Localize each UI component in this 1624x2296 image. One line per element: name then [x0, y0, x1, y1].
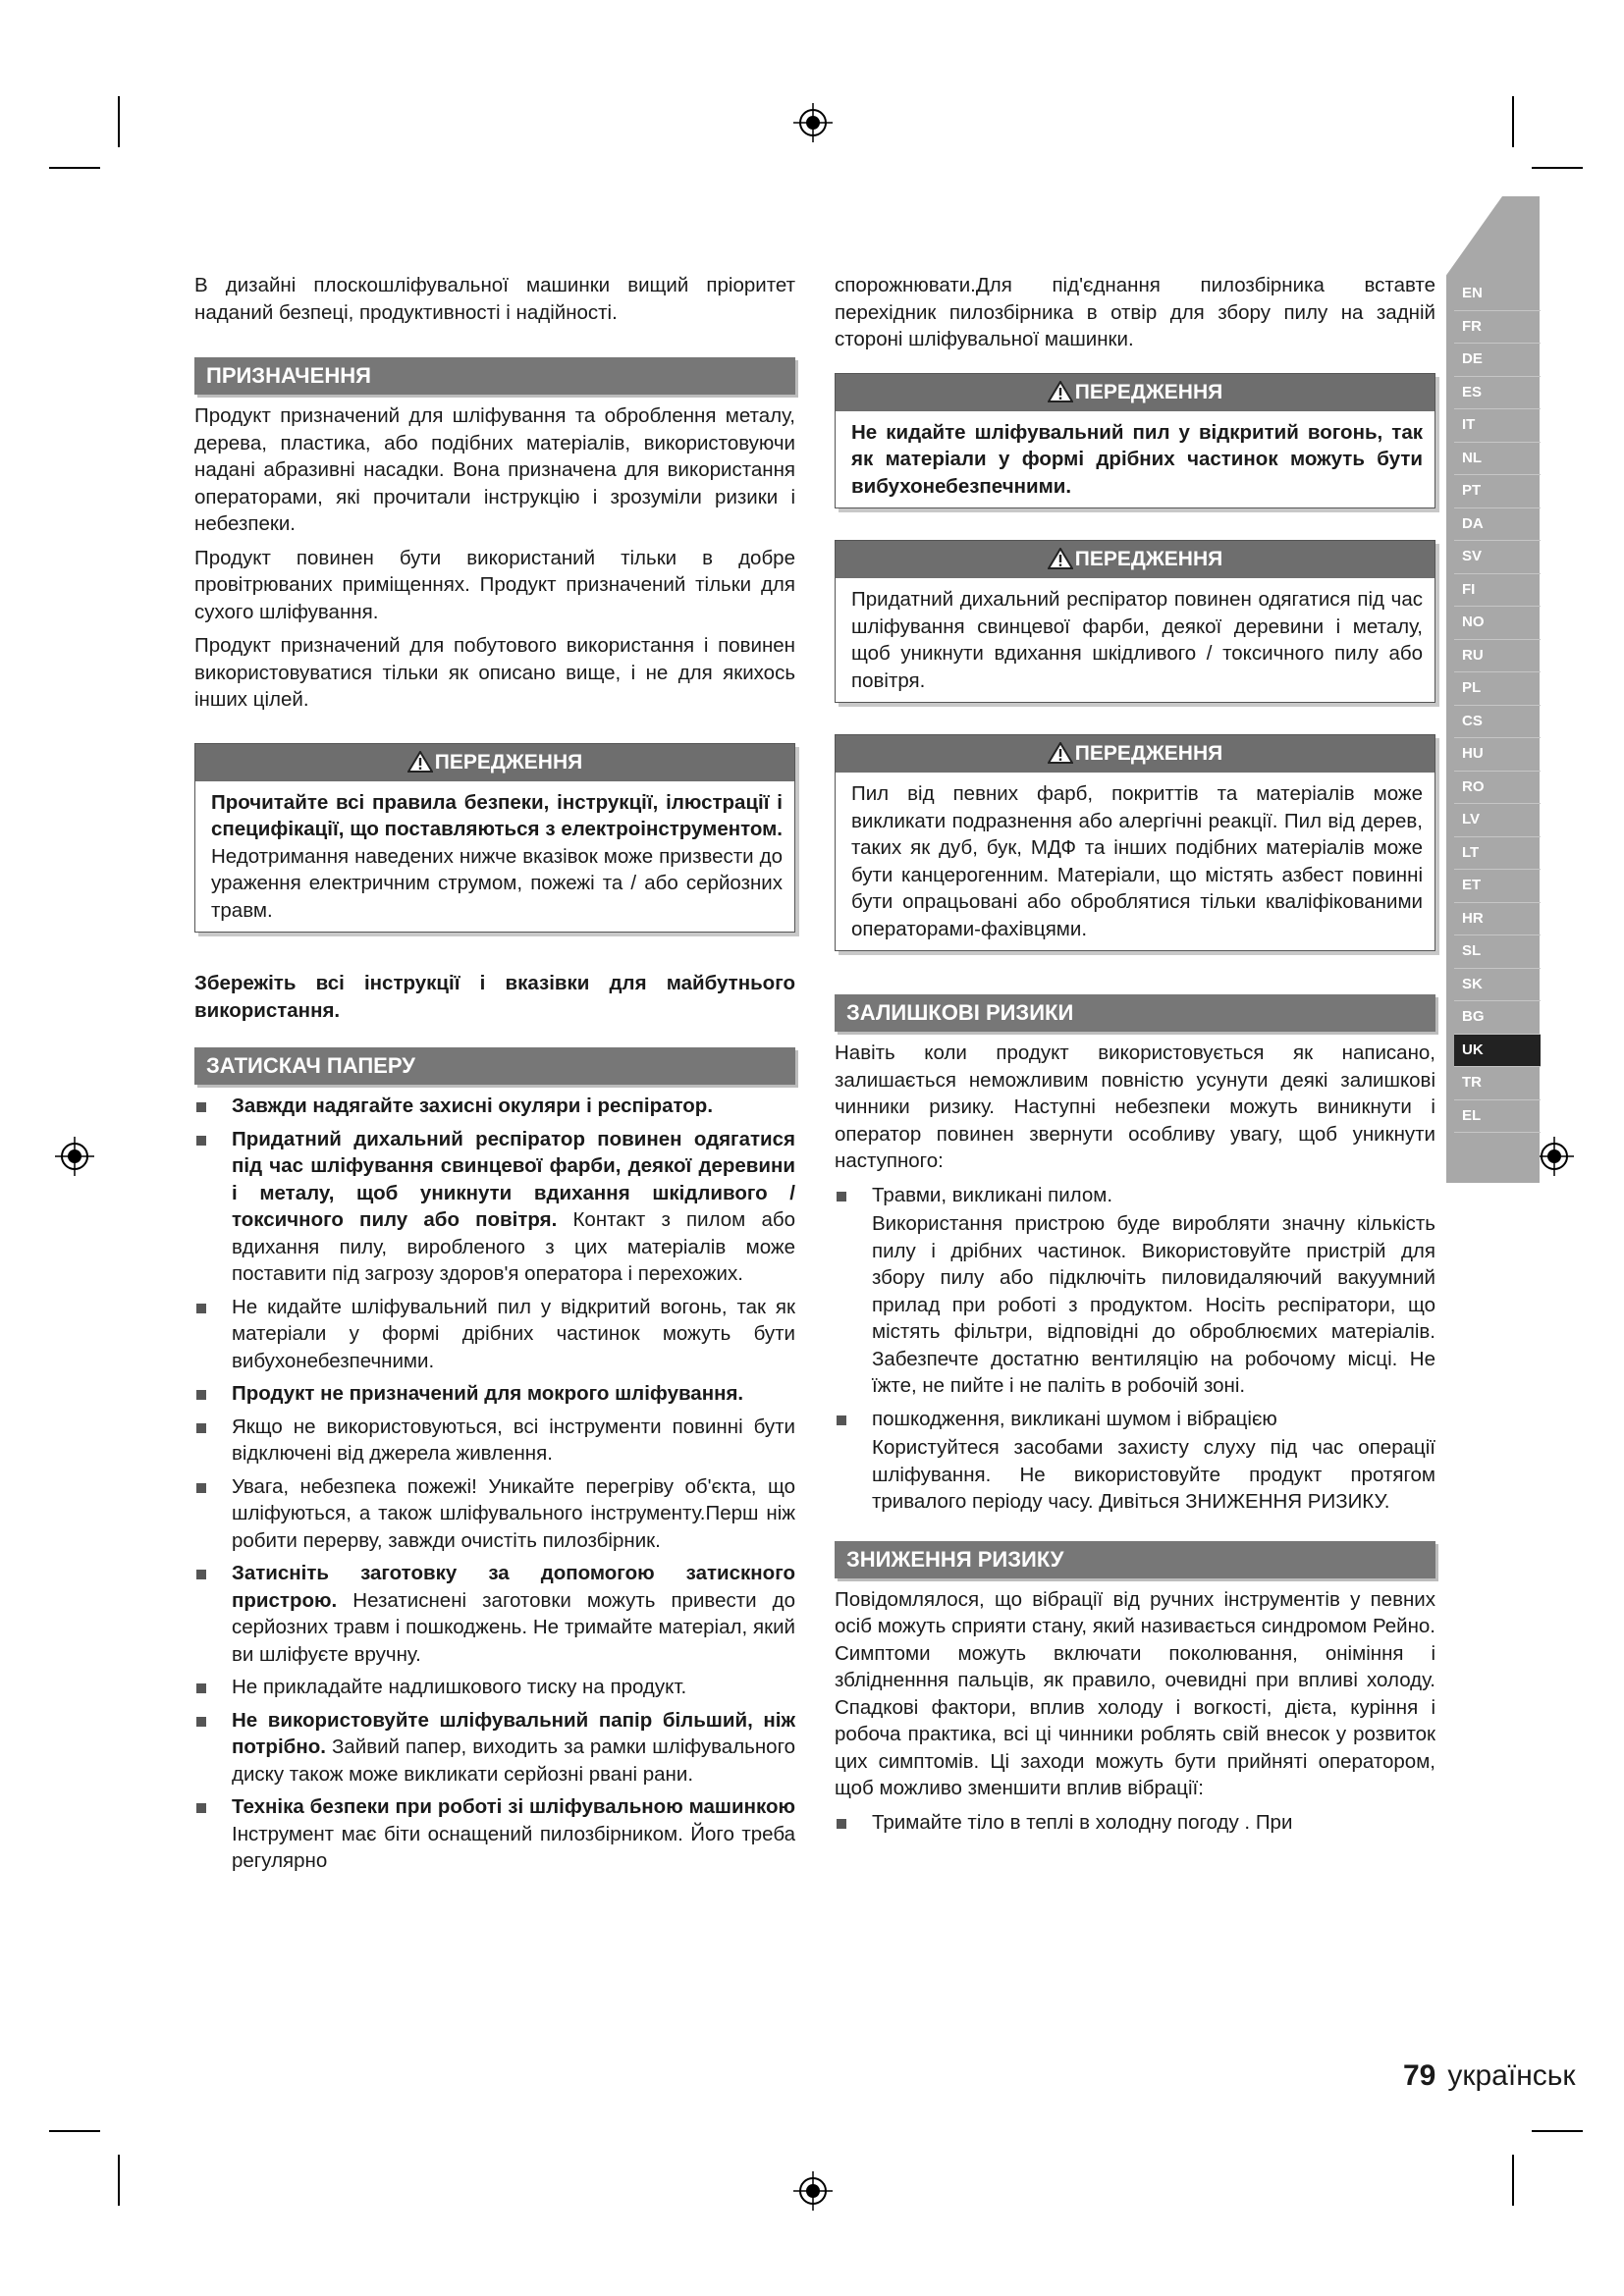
purpose-paragraph: Продукт призначений для побутового використання і повинен використовуватися тільки як описано вище, і не для якихось інших цілей.: [194, 634, 795, 711]
crop-mark: [49, 2130, 100, 2132]
warning-triangle-icon: [1048, 548, 1073, 569]
crop-mark: [1512, 96, 1514, 147]
language-tab-et[interactable]: ET: [1454, 870, 1541, 903]
warning-text: Прочитайте всі правила безпеки, інструкції, ілюстрації і специфікації, що поставляються з електроінструментом. Недотримання наведених нижче вказівок може призвести до ураження електричним струмом, пожежі та / або серйозних травм.: [211, 790, 783, 922]
list-item: Травми, викликані пилом. Використання пристрою буде виробляти значну кількість пилу і дрібних частинок. Використовуйте пристрій для збору пилу або підключіть пиловидаляючий вакуумний прилад при роботі з продуктом. Носіть респіратори, що містять фільтри, відповідні до оброблюємих матеріалів. Забезпечте достатню вентиляцію на робочому місці. Не їжте, не пийте і не паліть в робочій зоні.: [835, 1182, 1435, 1400]
warning-header: [836, 735, 1435, 773]
clamp-list: [194, 1093, 795, 1875]
language-tab-sl[interactable]: SL: [1454, 935, 1541, 969]
language-tab-sv[interactable]: SV: [1454, 541, 1541, 574]
registration-mark-icon: [793, 103, 833, 142]
crop-mark: [1512, 2155, 1514, 2206]
language-tab-it[interactable]: IT: [1454, 409, 1541, 443]
warning-text: Не кидайте шліфувальний пил у відкритий вогонь, так як матеріали у формі дрібних частинок можуть бути вибухонебезпечними.: [851, 420, 1423, 498]
language-tab-uk[interactable]: UK: [1454, 1035, 1541, 1068]
continued-paragraph: спорожнювати.Для під'єднання пилозбірника вставте перехідник пилозбірника в отвір для збору пилу на задній стороні шліфувальної машинки.: [835, 274, 1435, 350]
list-item: Затисніть заготовку за допомогою затискного пристрою. Незатиснені заготовки можуть привести до серйозних травм і пошкоджень. Не тримайте матеріал, який ви шліфуєте вручну.: [194, 1560, 795, 1668]
clamp-heading: ЗАТИСКАЧ ПАПЕРУ: [194, 1047, 795, 1085]
reduction-paragraph: Повідомлялося, що вібрації від ручних інструментів у певних осіб можуть сприяти стану, який називається синдромом Рейно. Симптоми можуть включати поколювання, оніміння і зблідненння пальців, як правило, очевидні при впливі холоду. Спадкові фактори, вплив холоду і вогкості, дієта, куріння і робоча практика, всі ці чинники роблять свій внесок у розвиток цих симптомів. Ці заходи можуть бути прийняті оператором, щоб можливо зменшити вплив вібрації:: [835, 1587, 1435, 1799]
list-item: Якщо не використовуються, всі інструменти повинні бути відключені від джерела живлення.: [194, 1414, 795, 1468]
purpose-heading: ПРИЗНАЧЕННЯ: [194, 357, 795, 395]
crop-mark: [1532, 2130, 1583, 2132]
language-list: [1454, 278, 1541, 1133]
language-tab-hu[interactable]: HU: [1454, 738, 1541, 772]
warning-triangle-icon: [407, 751, 433, 773]
risk-reduction-heading: ЗНИЖЕННЯ РИЗИКУ: [835, 1541, 1435, 1578]
language-tab-fi[interactable]: FI: [1454, 574, 1541, 608]
language-tab-lv[interactable]: LV: [1454, 804, 1541, 837]
language-tab-hr[interactable]: HR: [1454, 903, 1541, 936]
crop-mark: [1532, 167, 1583, 169]
list-item: Техніка безпеки при роботі зі шліфувальною машинкою Інструмент має біти оснащений пилозбірником. Його треба регулярно: [194, 1793, 795, 1875]
warning-header: [195, 744, 794, 781]
warning-header: [836, 541, 1435, 578]
language-tab-de[interactable]: DE: [1454, 344, 1541, 377]
list-item: Продукт не призначений для мокрого шліфування.: [194, 1380, 795, 1408]
left-column: [194, 272, 795, 1881]
language-tab-en[interactable]: EN: [1454, 278, 1541, 311]
crop-mark: [118, 2155, 120, 2206]
warning-title: ПЕРЕДЖЕННЯ: [1074, 742, 1223, 765]
list-item: Завжди надягайте захисні окуляри і респіратор.: [194, 1093, 795, 1120]
warning-title: ПЕРЕДЖЕННЯ: [434, 750, 583, 774]
list-item: пошкодження, викликані шумом і вібрацією Користуйтеся засобами захисту слуху під час операції шліфування. Не використовуйте продукт протягом тривалого періоду часу. Дивіться ЗНИЖЕННЯ РИЗИКУ.: [835, 1406, 1435, 1516]
page-footer: [1403, 2059, 1576, 2093]
residual-paragraph: Навіть коли продукт використовується як написано, залишається неможливим повністю усунути деякі залишкові чинники ризику. Наступні небезпеки можуть виникнути і оператор повинен звернути особливу увагу, щоб уникнути наступного:: [835, 1041, 1435, 1172]
list-item: Увага, небезпека пожежі! Уникайте перегріву об'єкта, що шліфуються, а також шліфувального інструменту.Перш ніж робити перерву, завжди очистіть пилозбірник.: [194, 1473, 795, 1555]
warning-text: Придатний дихальний респіратор повинен одягатися під час шліфування свинцевої фарби, деякої деревини і металу, щоб уникнути вдихання шкідливого / токсичного пилу або повітря.: [851, 588, 1423, 692]
language-tab-no[interactable]: NO: [1454, 607, 1541, 640]
language-tab-bg[interactable]: BG: [1454, 1001, 1541, 1035]
warning-header: [836, 374, 1435, 411]
warning-triangle-icon: [1048, 381, 1073, 402]
right-column: [835, 272, 1435, 1842]
list-item: Не використовуйте шліфувальний папір більший, ніж потрібно. Зайвий папер, виходить за рамки шліфувального диску також може викликати серйозні рвані рани.: [194, 1707, 795, 1789]
registration-mark-icon: [1535, 1137, 1574, 1176]
language-tab-da[interactable]: DA: [1454, 508, 1541, 542]
language-tab-lt[interactable]: LT: [1454, 837, 1541, 871]
registration-mark-icon: [793, 2171, 833, 2211]
purpose-paragraph: Продукт повинен бути використаний тільки в добре провітрюваних приміщеннях. Продукт призначений тільки для сухого шліфування.: [194, 546, 795, 623]
language-tab-pt[interactable]: PT: [1454, 475, 1541, 508]
warning-box: [835, 540, 1435, 703]
language-tab-fr[interactable]: FR: [1454, 311, 1541, 345]
warning-title: ПЕРЕДЖЕННЯ: [1074, 548, 1223, 570]
warning-box: [835, 373, 1435, 509]
warning-box: [835, 734, 1435, 951]
language-tab-ru[interactable]: RU: [1454, 640, 1541, 673]
language-tab-es[interactable]: ES: [1454, 377, 1541, 410]
intro-paragraph: В дизайні плоскошліфувальної машинки вищий пріоритет наданий безпеці, продуктивності і надійності.: [194, 274, 795, 324]
crop-mark: [118, 96, 120, 147]
residual-risks-heading: ЗАЛИШКОВІ РИЗИКИ: [835, 994, 1435, 1032]
footer-language: українськ: [1447, 2059, 1576, 2092]
language-tab-sk[interactable]: SK: [1454, 969, 1541, 1002]
page-number: 79: [1403, 2059, 1436, 2092]
reduction-list: [835, 1809, 1435, 1837]
residual-list: [835, 1182, 1435, 1516]
warning-box: [194, 743, 795, 934]
warning-title: ПЕРЕДЖЕННЯ: [1074, 380, 1223, 403]
language-tab-tr[interactable]: TR: [1454, 1067, 1541, 1100]
warning-triangle-icon: [1048, 742, 1073, 764]
language-tab-ro[interactable]: RO: [1454, 772, 1541, 805]
warning-text: Пил від певних фарб, покриттів та матеріалів може викликати подразнення або алергічні реакції. Пил від дерев, таких як дуб, бук, МДФ та інших подібних матеріалів може бути канцерогенним. Матеріали, що містять азбест повинні бути опрацьовані або оброблятися тільки кваліфікованими операторами-фахівцями.: [851, 782, 1423, 940]
list-item: Придатний дихальний респіратор повинен одягатися під час шліфування свинцевої фарби, деякої деревини і металу, щоб уникнути вдихання шкідливого / токсичного пилу або повітря. Контакт з пилом або вдихання пилу, виробленого з цих матеріалів може поставити під загрозу здоров'я оператора і перехожих.: [194, 1126, 795, 1288]
language-tab-pl[interactable]: PL: [1454, 672, 1541, 706]
list-item: Не прикладайте надлишкового тиску на продукт.: [194, 1674, 795, 1701]
registration-mark-icon: [55, 1137, 94, 1176]
crop-mark: [49, 167, 100, 169]
language-tab-cs[interactable]: CS: [1454, 706, 1541, 739]
language-tab-el[interactable]: EL: [1454, 1100, 1541, 1134]
language-tab-nl[interactable]: NL: [1454, 443, 1541, 476]
list-item: Не кидайте шліфувальний пил у відкритий вогонь, так як матеріали у формі дрібних частинок можуть бути вибухонебезпечними.: [194, 1294, 795, 1375]
purpose-paragraph: Продукт призначений для шліфування та оброблення металу, дерева, пластика, або подібних матеріалів, використовуючи надані абразивні насадки. Вона призначена для використання операторами, які прочитали інструкцію і зрозуміли ризики і небезпеки.: [194, 404, 795, 535]
save-instructions-note: Збережіть всі інструкції і вказівки для майбутнього використання.: [194, 972, 795, 1022]
list-item: Тримайте тіло в теплі в холодну погоду . При: [835, 1809, 1435, 1837]
